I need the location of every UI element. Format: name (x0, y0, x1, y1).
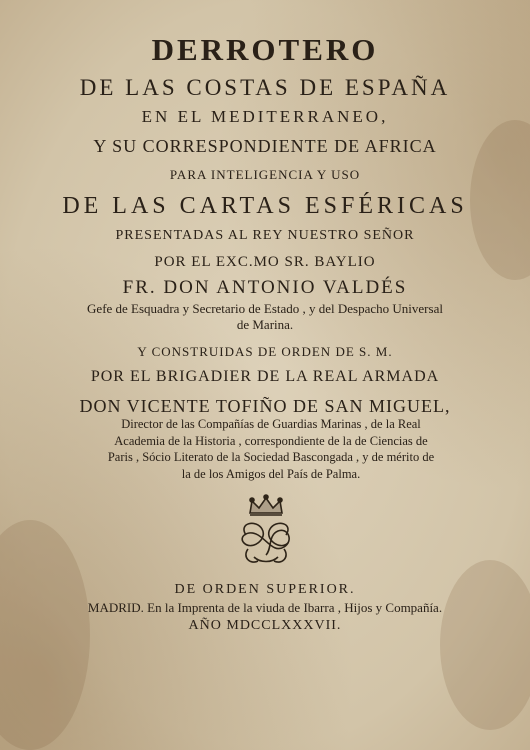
imprint-orden: DE ORDEN SUPERIOR. (174, 582, 356, 597)
title-cartas: DE LAS CARTAS ESFÉRICAS (62, 193, 468, 219)
author-desc-line: Paris , Sócio Literato de la Sociedad Bascongada , y de mérito de (107, 450, 435, 464)
title-mediterraneo: EN EL MEDITERRANEO, (141, 107, 389, 126)
imprint-year: AÑO MDCCLXXXVII. (188, 618, 342, 633)
construidas-line: Y CONSTRUIDAS DE ORDEN DE S. M. (137, 344, 393, 359)
patron-line: POR EL EXC.MO SR. BAYLIO (154, 254, 376, 270)
title-derrotero: DERROTERO (151, 32, 379, 67)
patron-role-line1: Gefe de Esquadra y Secretario de Estado , y del Despacho Universal (87, 301, 443, 316)
title-costas: DE LAS COSTAS DE ESPAÑA (79, 75, 451, 100)
author-desc-line: Director de las Compañías de Guardias Marinas , de la Real (121, 417, 421, 431)
author-name: DON VICENTE TOFIÑO DE SAN MIGUEL, (79, 396, 451, 416)
royal-monogram-seal (228, 493, 304, 573)
title-africa: Y SU CORRESPONDIENTE DE AFRICA (93, 136, 437, 156)
title-inteligencia: PARA INTELIGENCIA Y USO (169, 167, 361, 182)
patron-name: FR. DON ANTONIO VALDÉS (122, 277, 408, 298)
imprint-madrid: MADRID. En la Imprenta de la viuda de Ibarra , Hijos y Compañía. (87, 600, 443, 615)
author-description (80, 416, 462, 482)
paper-stain (0, 520, 90, 750)
brigadier-line: POR EL BRIGADIER DE LA REAL ARMADA (90, 368, 440, 385)
title-presentadas: PRESENTADAS AL REY NUESTRO SEÑOR (115, 228, 415, 243)
author-desc-line: Academia de la Historia , correspondiente de la de Ciencias de (114, 433, 428, 448)
patron-role-line2: de Marina. (236, 317, 294, 332)
author-desc-line: la de los Amigos del País de Palma. (181, 466, 361, 481)
